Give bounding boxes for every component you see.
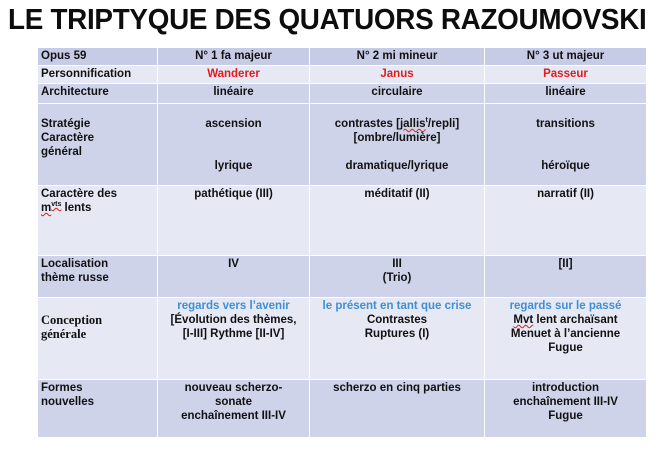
strategie-col1-b: lyrique	[214, 160, 253, 172]
architecture-label: Architecture	[38, 84, 158, 104]
architecture-col3: linéaire	[485, 84, 647, 104]
localisation-col2-b: (Trio)	[382, 272, 412, 284]
strategie-col3	[485, 104, 647, 186]
conception-col3	[485, 298, 647, 380]
formes-col1	[158, 380, 310, 438]
strategie-label-2: Caractère	[41, 132, 95, 144]
strategie-col3-b: héroïque	[541, 160, 590, 172]
row-architecture	[38, 84, 647, 104]
personnification-label: Personnification	[38, 66, 158, 84]
localisation-label	[38, 256, 158, 298]
row-personnification	[38, 66, 647, 84]
strategie-label-1: Stratégie	[41, 118, 91, 130]
row-conception	[38, 298, 647, 380]
formes-col1-a: nouveau scherzo-	[184, 382, 283, 394]
strategie-label	[38, 104, 158, 186]
conception-col1-c: [I-III] Rythme [II-IV]	[182, 328, 285, 340]
conception-label-1: Conception	[41, 313, 103, 327]
formes-label	[38, 380, 158, 438]
row-strategie	[38, 104, 647, 186]
localisation-label-1: Localisation	[41, 258, 109, 270]
conception-col1-b: [Évolution des thèmes,	[170, 314, 297, 326]
strategie-col1	[158, 104, 310, 186]
architecture-col1: linéaire	[158, 84, 310, 104]
strategie-col3-a: transitions	[536, 118, 595, 130]
formes-label-2: nouvelles	[41, 396, 95, 408]
formes-col3	[485, 380, 647, 438]
quartets-table	[37, 47, 647, 438]
conception-col3-a: regards sur le passé	[509, 300, 622, 312]
conception-col2-a: le présent en tant que crise	[322, 300, 472, 312]
conception-col2-b: Contrastes	[366, 314, 428, 326]
strategie-label-3: général	[41, 146, 82, 158]
localisation-col2	[310, 256, 485, 298]
strategie-col2-a2: [ombre/lumière]	[353, 132, 441, 144]
localisation-col1: IV	[158, 256, 310, 298]
strategie-col2	[310, 104, 485, 186]
conception-col3-b: Mvt lent archaïsant	[513, 314, 618, 326]
mouvements-label-a: Caractère des	[41, 188, 118, 200]
header-col3: N° 3 ut majeur	[485, 48, 647, 66]
header-col1: N° 1 fa majeur	[158, 48, 310, 66]
formes-col3-c: Fugue	[548, 410, 583, 422]
formes-col2: scherzo en cinq parties	[310, 380, 485, 438]
conception-col3-d: Fugue	[548, 342, 583, 354]
conception-col2	[310, 298, 485, 380]
strategie-col2-b: dramatique/lyrique	[345, 160, 449, 172]
strategie-col1-a: ascension	[205, 118, 262, 130]
mouvements-col3: narratif (II)	[485, 186, 647, 256]
header-label: Opus 59	[38, 48, 158, 66]
formes-col1-c: enchaînement III-IV	[181, 410, 286, 422]
header-row	[38, 48, 647, 66]
architecture-col2: circulaire	[310, 84, 485, 104]
row-formes	[38, 380, 647, 438]
formes-label-1: Formes	[41, 382, 83, 394]
strategie-col2-a: contrastes [jallis$^t$/repli]	[334, 117, 460, 130]
mouvements-col1: pathétique (III)	[158, 186, 310, 256]
mouvements-label	[38, 186, 158, 256]
localisation-col2-a: III	[392, 258, 402, 270]
conception-label	[38, 298, 158, 380]
formes-col1-b: sonate	[214, 396, 253, 408]
mouvements-label-b: $m^{vts}$ lents	[41, 201, 92, 214]
row-mouvements-lents	[38, 186, 647, 256]
mouvements-col2: méditatif (II)	[310, 186, 485, 256]
localisation-label-2: thème russe	[41, 272, 109, 284]
conception-col1-a: regards vers l’avenir	[177, 300, 290, 312]
row-localisation	[38, 256, 647, 298]
conception-col2-c: Ruptures (I)	[364, 328, 430, 340]
header-col2: N° 2 mi mineur	[310, 48, 485, 66]
conception-label-2: générale	[41, 327, 87, 341]
formes-col3-b: enchaînement III-IV	[513, 396, 618, 408]
conception-col1	[158, 298, 310, 380]
personnification-col2: Janus	[310, 66, 485, 84]
personnification-col3: Passeur	[485, 66, 647, 84]
personnification-col1: Wanderer	[158, 66, 310, 84]
page-title: LE TRIPTYQUE DES QUATUORS RAZOUMOVSKI	[8, 4, 647, 36]
conception-col3-c: Menuet à l’ancienne	[510, 328, 621, 340]
formes-col3-a: introduction	[531, 382, 600, 394]
localisation-col3: [II]	[485, 256, 647, 298]
